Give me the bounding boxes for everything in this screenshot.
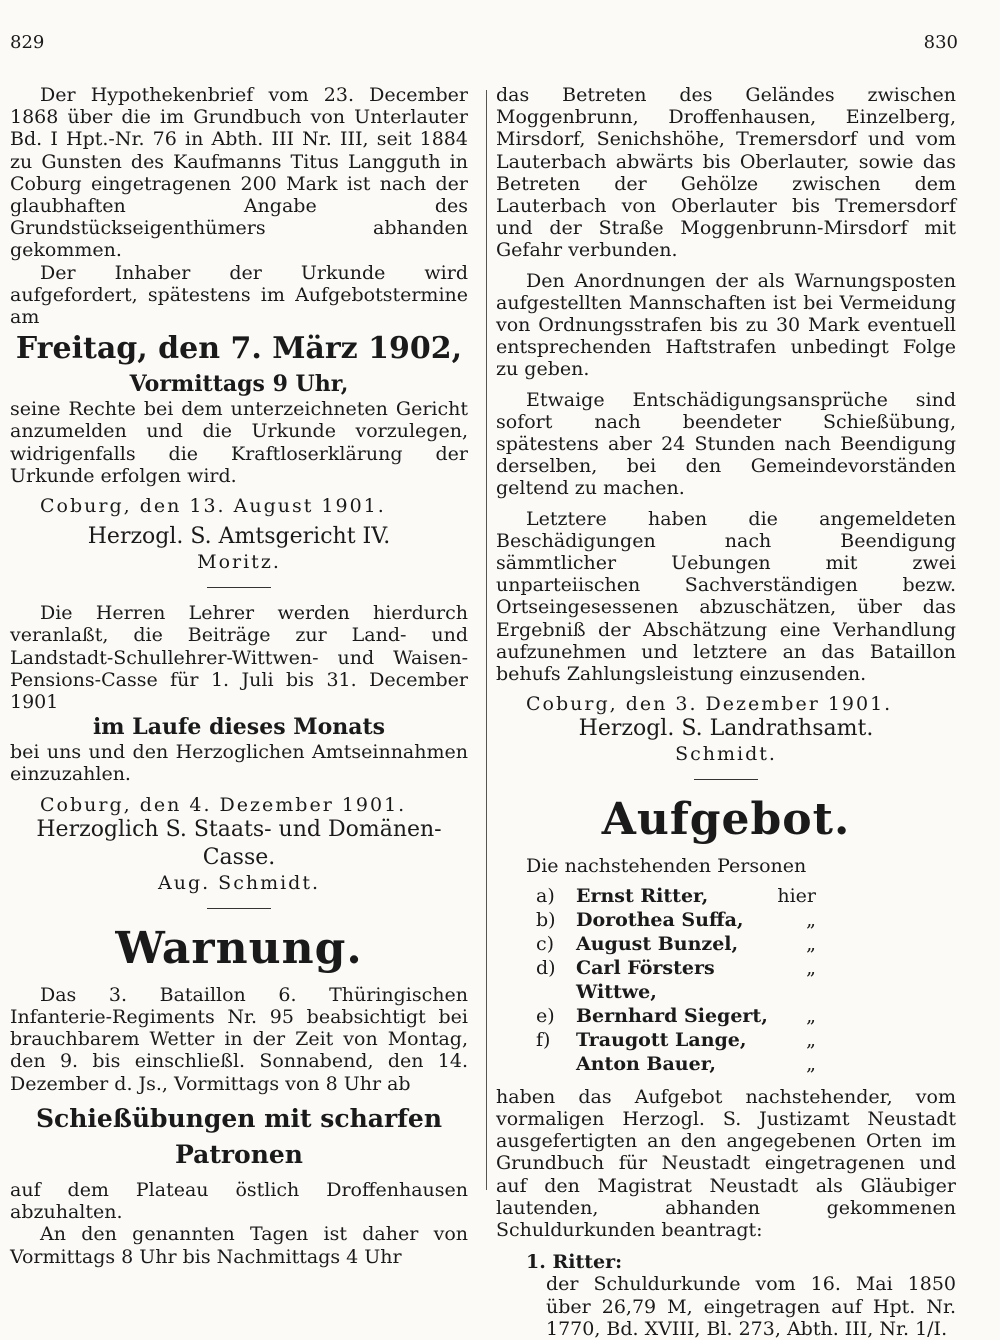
office-landrathsamt: Herzogl. S. Landrathsamt. bbox=[578, 716, 874, 742]
notice-letztere: Letztere haben die angemeldeten Beschädigungen nach Beendigung sämmtlicher Uebungen mit zwei unparteiischen Sachverständigen bezw. Ortseingesessenen abzuschätzen, über das Ergebniß der Abschätzung eine Verhandlung aufzunehmen und letztere an das Bataillon behufs Zahlungsleistung einzusenden. bbox=[496, 507, 956, 686]
signature-schmidt-aug: Aug. Schmidt. bbox=[157, 871, 321, 894]
list-item bbox=[536, 1004, 956, 1028]
heading-warnung: Warnung. bbox=[115, 922, 363, 974]
notice-plateau: auf dem Plateau östlich Droffenhausen abzuhalten. bbox=[10, 1178, 468, 1224]
court-name: Herzogl. S. Amtsgericht IV. bbox=[87, 524, 391, 550]
notice-aufgebot-text: haben das Aufgebot nachstehender, vom vormaligen Herzogl. S. Justizamt Neustadt ausgefertigten an den angegebenen Orten im Grundbuch für Neustadt eingetragenen und auf den Magistrat Neustadt als Gläubiger lautenden, abhanden gekommenen Schuldurkunden beantragt: bbox=[496, 1085, 956, 1241]
office-staatscasse: Herzoglich S. Staats- und Domänen-Casse. bbox=[36, 816, 442, 870]
person-name: Anton Bauer, bbox=[576, 1052, 716, 1075]
heading-aufgebot: Aufgebot. bbox=[601, 794, 851, 846]
list-item bbox=[536, 908, 956, 932]
notice-rechte: seine Rechte bei dem unterzeichneten Gericht anzumelden und die Urkunde vorzulegen, widrigenfalls die Kraftloserklärung der Urkunde erfolgen wird. bbox=[10, 398, 468, 487]
person-place: „ bbox=[806, 932, 816, 955]
person-label: a) bbox=[536, 884, 555, 907]
person-name: Ernst Ritter, bbox=[576, 884, 709, 907]
separator-1 bbox=[207, 587, 271, 588]
shooting-exercise: Schießübungen mit scharfen Patronen bbox=[35, 1103, 442, 1169]
person-place: „ bbox=[806, 908, 816, 931]
person-label: b) bbox=[536, 908, 556, 931]
aufgebot-intro: Die nachstehenden Personen bbox=[526, 855, 807, 878]
list-item bbox=[536, 956, 956, 1004]
notice-betreten: das Betreten des Geländes zwischen Moggenbrunn, Droffenhausen, Einzelberg, Mirsdorf, Senichshöhe, Tremersdorf und vom Lauterbach abwärts bis Oberlauter, sowie das Betreten der Gehölze zwischen dem Lauterbach von Oberlauter bis Tremersdorf und der Straße Moggenbrunn-Mirsdorf mit Gefahr verbunden. bbox=[496, 84, 956, 262]
list-item bbox=[536, 1052, 956, 1076]
person-place: „ bbox=[806, 1052, 816, 1075]
left-column bbox=[10, 84, 468, 1268]
person-label: f) bbox=[536, 1028, 551, 1051]
separator-3 bbox=[694, 779, 758, 780]
page-number-right: 830 bbox=[923, 32, 958, 53]
notice-lehrer: Die Herren Lehrer werden hierdurch veranlaßt, die Beiträge zur Land- und Landstadt-Schullehrer-Wittwen- und Waisen-Pensions-Casse für 1. Juli bis 31. December 1901 bbox=[10, 602, 468, 714]
item-1-heading: 1. Ritter: bbox=[526, 1251, 623, 1274]
persons-list bbox=[536, 884, 956, 1076]
person-place: „ bbox=[806, 1028, 816, 1051]
notice-genannten-tagen: An den genannten Tagen ist daher von Vormittags 8 Uhr bis Nachmittags 4 Uhr bbox=[10, 1223, 468, 1268]
person-name: Carl Försters Wittwe, bbox=[576, 956, 715, 1003]
right-column bbox=[496, 84, 956, 1340]
person-label: e) bbox=[536, 1004, 555, 1027]
notice-hypothekenbrief: Der Hypothekenbrief vom 23. December 1868 über die im Grundbuch von Unterlauter Bd. I Hpt.-Nr. 76 in Abth. III Nr. III, seit 1884 zu Gunsten des Kaufmanns Titus Langguth in Coburg eingetragenen 200 Mark ist nach der glaubhaften Angabe des Grundstückseigenthümers abhanden gekommen. bbox=[10, 84, 468, 262]
signature-moritz: Moritz. bbox=[197, 551, 281, 574]
termin-time: Vormittags 9 Uhr, bbox=[129, 371, 349, 398]
separator-2 bbox=[207, 908, 271, 909]
notice-warnungsposten: Den Anordnungen der als Warnungsposten aufgestellten Mannschaften ist bei Vermeidung von Ordnungsstrafen bis zu 30 Mark eventuell entsprechenden Haftstrafen unbedingt Folge zu geben. bbox=[496, 269, 956, 381]
person-place: „ bbox=[806, 1004, 816, 1027]
signature-schmidt: Schmidt. bbox=[675, 743, 777, 766]
place-date-right: Coburg, den 3. Dezember 1901. bbox=[526, 693, 893, 716]
page-number-left: 829 bbox=[10, 32, 45, 53]
notice-bataillon: Das 3. Bataillon 6. Thüringischen Infanterie-Regiments Nr. 95 beabsichtigt bei brauchbarem Wetter in der Zeit von Montag, den 9. bis einschließl. Sonnabend, den 14. Dezember d. Js., Vormittags von 8 Uhr ab bbox=[10, 983, 468, 1095]
notice-einzahlen: bei uns und den Herzoglichen Amtseinnahmen einzuzahlen. bbox=[10, 741, 468, 786]
person-name: Traugott Lange, bbox=[576, 1028, 747, 1051]
list-item bbox=[536, 884, 956, 908]
person-label bbox=[536, 1052, 576, 1076]
termin-date: Freitag, den 7. März 1902, bbox=[15, 331, 463, 367]
column-divider bbox=[486, 90, 487, 1190]
item-1-text: der Schuldurkunde vom 16. Mai 1850 über 26,79 M, eingetragen auf Hpt. Nr. 1770, Bd. XVIII, Bl. 273, Abth. III, Nr. 1/I. bbox=[546, 1273, 956, 1340]
list-item bbox=[536, 932, 956, 956]
person-name: Bernhard Siegert, bbox=[576, 1004, 768, 1027]
person-name: August Bunzel, bbox=[576, 932, 739, 955]
person-place: hier bbox=[777, 884, 816, 907]
person-place: „ bbox=[806, 956, 816, 979]
person-label: d) bbox=[536, 956, 556, 979]
notice-lehrer-deadline: im Laufe dieses Monats bbox=[92, 714, 386, 741]
place-date-2: Coburg, den 4. Dezember 1901. bbox=[40, 793, 407, 816]
notice-entschaedigung: Etwaige Entschädigungsansprüche sind sofort nach beendeter Schießübung, spätestens aber 24 Stunden nach Beendigung derselben, bei den Gemeindevorständen geltend zu machen. bbox=[496, 388, 956, 500]
person-name: Dorothea Suffa, bbox=[576, 908, 744, 931]
place-date-1: Coburg, den 13. August 1901. bbox=[40, 495, 386, 518]
notice-inhaber: Der Inhaber der Urkunde wird aufgefordert, spätestens im Aufgebotstermine am bbox=[10, 261, 468, 329]
person-label: c) bbox=[536, 932, 555, 955]
list-item bbox=[536, 1028, 956, 1052]
